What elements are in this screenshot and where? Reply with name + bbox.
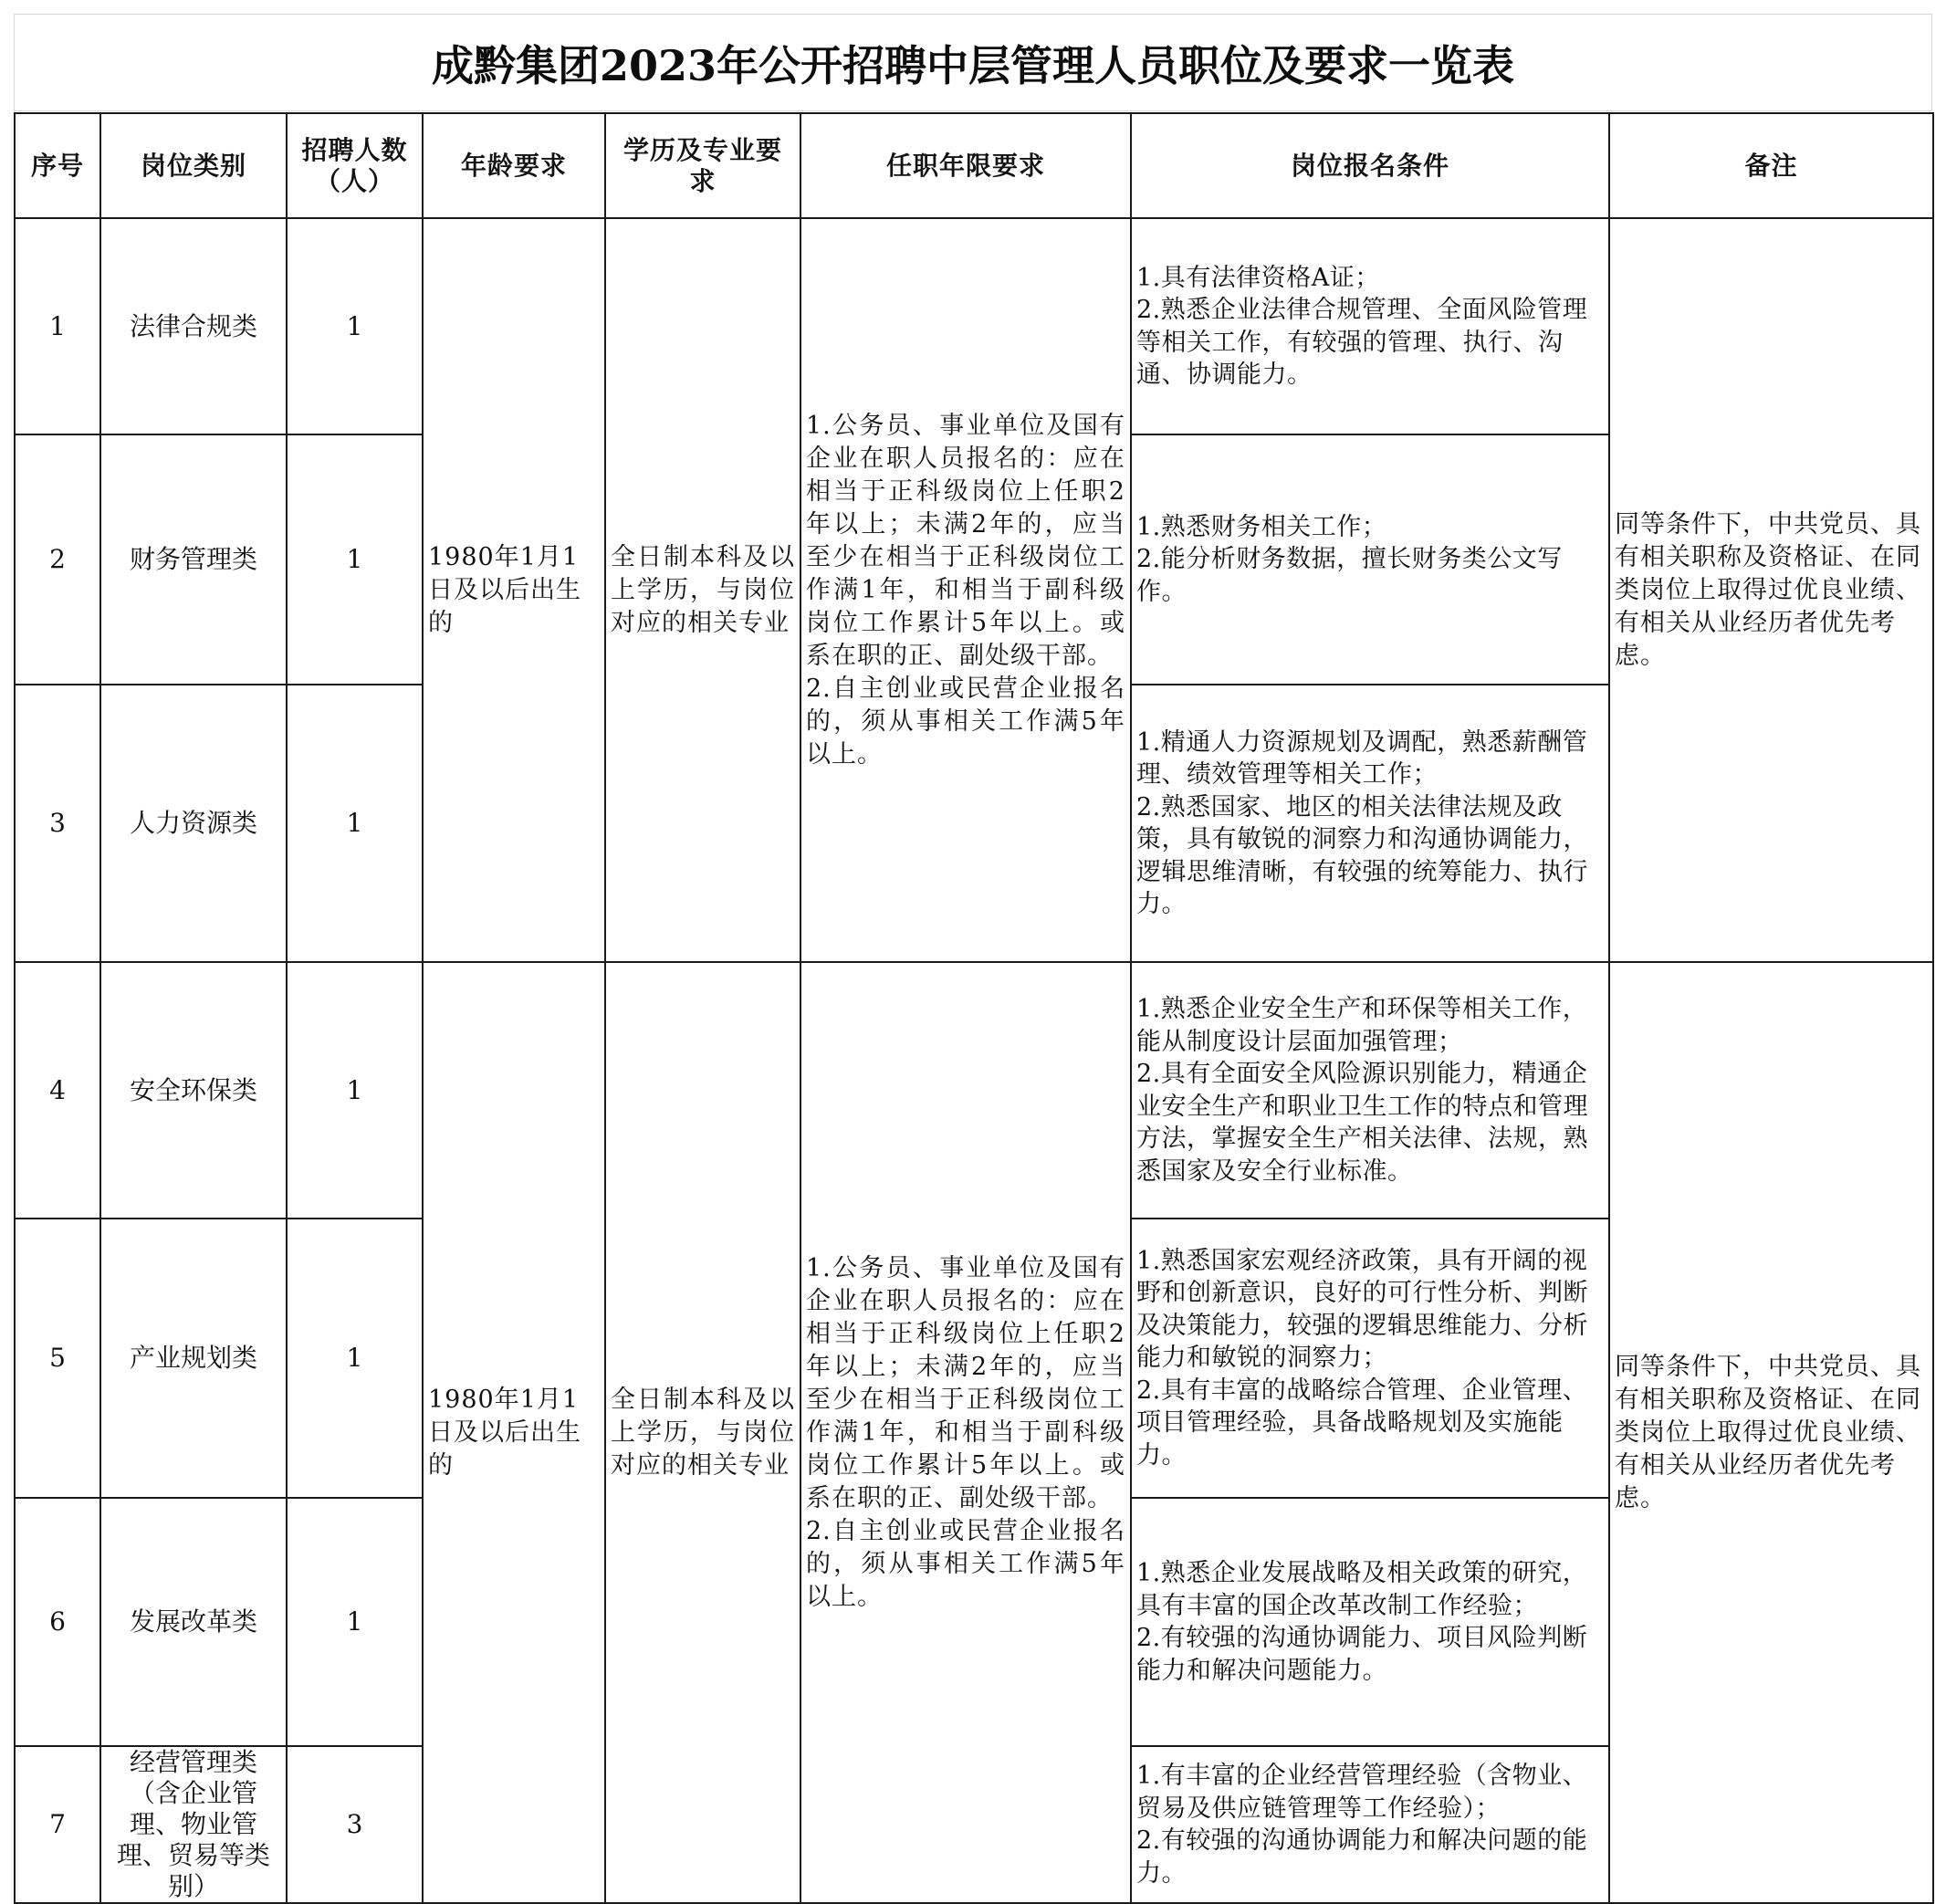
row-conditions	[1131, 685, 1609, 962]
condition-item: 2.熟悉企业法律合规管理、全面风险管理等相关工作，有较强的管理、执行、沟通、协调能力。	[1136, 296, 1588, 389]
header-no: 序号	[15, 113, 100, 218]
row-no: 5	[15, 1219, 100, 1498]
header-education-text: 学历及专业要求	[623, 134, 782, 196]
row-category: 产业规划类	[100, 1219, 287, 1498]
tenure-requirement	[800, 218, 1131, 962]
table-row	[15, 218, 1933, 434]
table-row	[15, 962, 1933, 1219]
condition-item: 2.有较强的沟通协调能力、项目风险判断能力和解决问题能力。	[1136, 1624, 1588, 1685]
row-conditions	[1131, 962, 1609, 1219]
header-category: 岗位类别	[100, 113, 287, 218]
header-count-text: 招聘人数（人）	[301, 134, 408, 196]
row-no: 4	[15, 962, 100, 1219]
row-count: 1	[287, 1498, 423, 1746]
row-category: 法律合规类	[100, 218, 287, 434]
remarks: 同等条件下，中共党员、具有相关职称及资格证、在同类岗位上取得过优良业绩、有相关从业经历者优先考虑。	[1609, 962, 1933, 1903]
condition-item: 1.精通人力资源规划及调配，熟悉薪酬管理、绩效管理等相关工作；	[1136, 727, 1588, 789]
condition-item: 1.熟悉财务相关工作；	[1136, 512, 1387, 541]
condition-item: 2.熟悉国家、地区的相关法律法规及政策，具有敏锐的洞察力和沟通协调能力，逻辑思维清晰，有较强的统筹能力、执行力。	[1136, 792, 1588, 918]
row-conditions	[1131, 218, 1609, 434]
tenure-item: 1.公务员、事业单位及国有企业在职人员报名的：应在相当于正科级岗位上任职2年以上；未满2年的，应当至少在相当于正科级岗位工作满1年，和相当于副科级岗位工作累计5年以上。或系在职的正、副处级干部。	[806, 411, 1125, 670]
education-requirement: 全日制本科及以上学历，与岗位对应的相关专业	[605, 962, 800, 1903]
header-count	[287, 113, 423, 218]
age-requirement: 1980年1月1日及以后出生的	[423, 962, 605, 1903]
row-count: 1	[287, 218, 423, 434]
row-count: 3	[287, 1746, 423, 1903]
header-age: 年龄要求	[423, 113, 605, 218]
header-row	[15, 113, 1933, 218]
condition-item: 2.有较强的沟通协调能力和解决问题的能力。	[1136, 1826, 1588, 1888]
row-count: 1	[287, 1219, 423, 1498]
education-requirement: 全日制本科及以上学历，与岗位对应的相关专业	[605, 218, 800, 962]
row-no: 3	[15, 685, 100, 962]
header-remarks: 备注	[1609, 113, 1933, 218]
row-count: 1	[287, 962, 423, 1219]
row-no: 6	[15, 1498, 100, 1746]
row-no: 2	[15, 434, 100, 685]
condition-item: 1.熟悉企业发展战略及相关政策的研究，具有丰富的国企改革改制工作经验；	[1136, 1559, 1588, 1620]
row-category: 财务管理类	[100, 434, 287, 685]
tenure-item: 2.自主创业或民营企业报名的，须从事相关工作满5年以上。	[806, 674, 1125, 769]
condition-item: 1.熟悉国家宏观经济政策，具有开阔的视野和创新意识，良好的可行性分析、判断及决策能力，较强的逻辑思维能力、分析能力和敏锐的洞察力；	[1136, 1246, 1588, 1373]
title-box	[14, 14, 1932, 111]
recruitment-table	[14, 112, 1934, 1904]
tenure-requirement	[800, 962, 1131, 1903]
row-no: 1	[15, 218, 100, 434]
condition-item: 1.有丰富的企业经营管理经验（含物业、贸易及供应链管理等工作经验）；	[1136, 1762, 1588, 1823]
row-conditions	[1131, 1746, 1609, 1903]
header-education	[605, 113, 800, 218]
tenure-item: 1.公务员、事业单位及国有企业在职人员报名的：应在相当于正科级岗位上任职2年以上；未满2年的，应当至少在相当于正科级岗位工作满1年，和相当于副科级岗位工作累计5年以上。或系在职的正、副处级干部。	[806, 1253, 1125, 1512]
row-count: 1	[287, 685, 423, 962]
row-no: 7	[15, 1746, 100, 1903]
row-conditions	[1131, 1219, 1609, 1498]
page-title: 成黔集团2023年公开招聘中层管理人员职位及要求一览表	[431, 40, 1515, 90]
condition-item: 2.具有丰富的战略综合管理、企业管理、项目管理经验，具备战略规划及实施能力。	[1136, 1376, 1588, 1470]
header-conditions: 岗位报名条件	[1131, 113, 1609, 218]
row-category: 发展改革类	[100, 1498, 287, 1746]
row-category: 人力资源类	[100, 685, 287, 962]
row-conditions	[1131, 1498, 1609, 1746]
condition-item: 1.熟悉企业安全生产和环保等相关工作，能从制度设计层面加强管理；	[1136, 995, 1588, 1056]
tenure-item: 2.自主创业或民营企业报名的，须从事相关工作满5年以上。	[806, 1516, 1125, 1611]
age-requirement: 1980年1月1日及以后出生的	[423, 218, 605, 962]
header-tenure: 任职年限要求	[800, 113, 1131, 218]
row-category: 安全环保类	[100, 962, 287, 1219]
remarks: 同等条件下，中共党员、具有相关职称及资格证、在同类岗位上取得过优良业绩、有相关从业经历者优先考虑。	[1609, 218, 1933, 962]
row-conditions	[1131, 434, 1609, 685]
condition-item: 1.具有法律资格A证；	[1136, 263, 1380, 292]
condition-item: 2.能分析财务数据，擅长财务类公文写作。	[1136, 545, 1563, 606]
condition-item: 2.具有全面安全风险源识别能力，精通企业安全生产和职业卫生工作的特点和管理方法，掌握安全生产相关法律、法规，熟悉国家及安全行业标准。	[1136, 1060, 1588, 1186]
row-count: 1	[287, 434, 423, 685]
row-category: 经营管理类（含企业管理、物业管理、贸易等类别）	[100, 1746, 287, 1903]
